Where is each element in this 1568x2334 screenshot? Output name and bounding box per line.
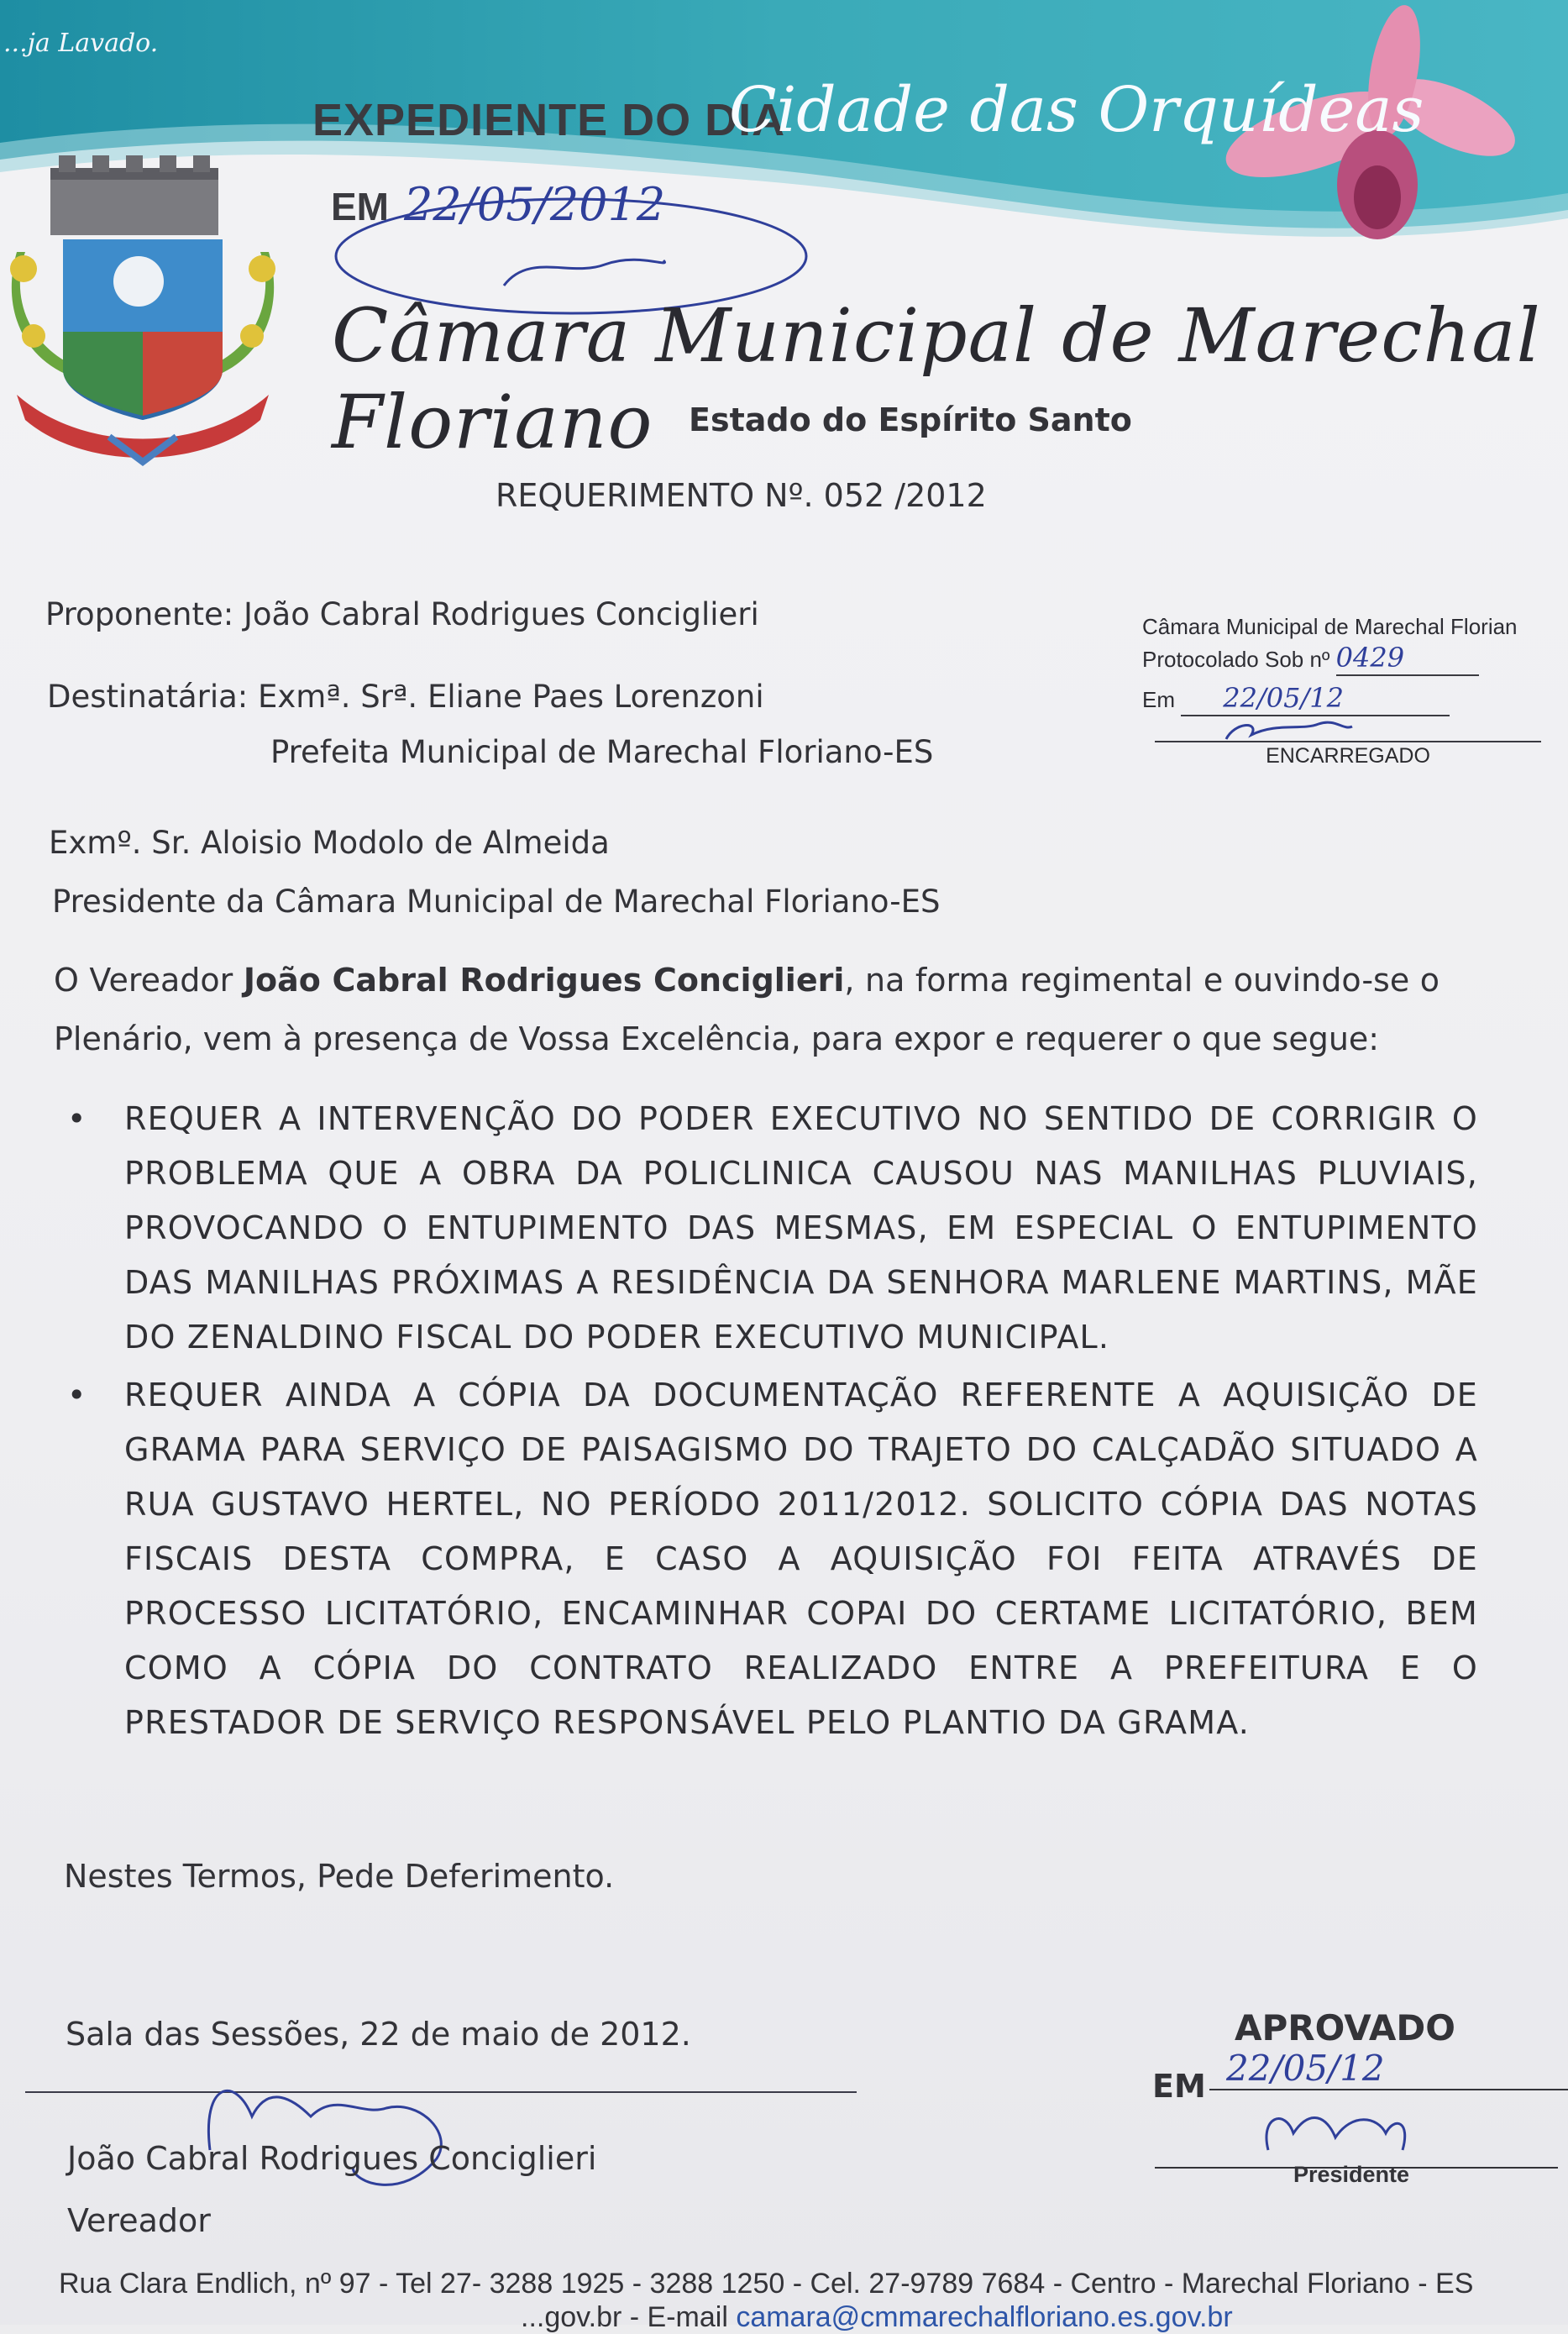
signer-role: Vereador [67, 2202, 211, 2239]
footer-address: Rua Clara Endlich, nº 97 - Tel 27- 3288 1925 - 3288 1250 - Cel. 27-9789 7684 - Centro - Marechal Floriano - ES [59, 2268, 1474, 2300]
request-item-text: REQUER A INTERVENÇÃO DO PODER EXECUTIVO NO SENTIDO DE CORRIGIR O PROBLEMA QUE A OBRA DA POLICLINICA CAUSOU NAS MANILHAS PLUVIAIS, PROVOCANDO O ENTUPIMENTO DAS MESMAS, EM ESPECIAL O ENTUPIMENTO DAS MANILHAS PRÓXIMAS A RESIDÊNCIA DA SENHORA MARLENE MARTINS, MÃE DO ZENALDINO FISCAL DO PODER EXECUTIVO MUNICIPAL. [124, 1100, 1478, 1356]
footer-email-link[interactable]: camara@cmmarechalfloriano.es.gov.br [736, 2301, 1233, 2333]
protocol-em-label: Em [1142, 686, 1175, 712]
addressee-role: Presidente da Câmara Municipal de Marechal Floriano-ES [52, 884, 941, 920]
expediente-label: EXPEDIENTE DO DIA [312, 95, 786, 145]
request-item-text: REQUER AINDA A CÓPIA DA DOCUMENTAÇÃO REFERENTE A AQUISIÇÃO DE GRAMA PARA SERVIÇO DE PAISAGISMO DO TRAJETO DO CALÇADÃO SITUADO A RUA GUSTAVO HERTEL, NO PERÍODO 2011/2012. SOLICITO CÓPIA DAS NOTAS FISCAIS DESTA COMPRA, E CASO A AQUISIÇÃO FOI FEITA ATRAVÉS DE PROCESSO LICITATÓRIO, ENCAMINHAR COPAI DO CERTAME LICITATÓRIO, BEM COMO A CÓPIA DO CONTRATO REALIZADO ENTRE A PREFEITURA E O PRESTADOR DE SERVIÇO RESPONSÁVEL PELO PLANTIO DA GRAMA. [124, 1377, 1478, 1741]
encarregado-label: ENCARREGADO [1155, 741, 1541, 768]
intro-suffix: , na forma regimental e ouvindo-se o Plenário, vem à presença de Vossa Excelência, para expor e requerer o que segue: [54, 962, 1440, 1057]
header-motto: ...ja Lavado. [3, 29, 159, 58]
protocol-number: 0429 [1336, 641, 1479, 676]
closing-text: Nestes Termos, Pede Deferimento. [64, 1858, 615, 1895]
bullet-icon: • [67, 1100, 87, 1137]
footer-email-label: - E-mail [621, 2301, 737, 2333]
intro-name: João Cabral Rodrigues Conciglieri [243, 962, 845, 999]
president-label: Presidente [1293, 2162, 1410, 2187]
protocol-date: 22/05/12 [1181, 681, 1450, 716]
proponente: Proponente: João Cabral Rodrigues Conciglieri [45, 596, 759, 632]
destinataria: Destinatária: Exmª. Srª. Eliane Paes Lorenzoni [47, 679, 764, 715]
signer-name: João Cabral Rodrigues Conciglieri [67, 2140, 597, 2177]
footer-site: ...gov.br [521, 2301, 622, 2333]
approval-date: 22/05/12 [1209, 2048, 1568, 2090]
protocol-label: Protocolado Sob nº [1142, 646, 1330, 672]
protocol-line1: Câmara Municipal de Marechal Florian [1142, 614, 1518, 639]
approval-status: APROVADO [1235, 2007, 1455, 2048]
city-slogan: Cidade das Orquídeas [729, 74, 1424, 146]
bullet-icon: • [67, 1377, 87, 1414]
document-title: REQUERIMENTO Nº. 052 /2012 [496, 477, 987, 514]
state-name: Estado do Espírito Santo [689, 401, 1132, 438]
footer-contact [521, 2301, 1233, 2334]
place-date: Sala das Sessões, 22 de maio de 2012. [66, 2016, 691, 2053]
institution-name: Câmara Municipal de Marechal Floriano [332, 292, 1541, 465]
em-date-handwritten: 22/05/2012 [404, 178, 666, 231]
intro-prefix: O Vereador [54, 962, 244, 999]
em-label: EM [331, 185, 389, 228]
destinataria-role: Prefeita Municipal de Marechal Floriano-ES [270, 734, 934, 770]
addressee-name: Exmº. Sr. Aloisio Modolo de Almeida [49, 825, 610, 861]
approval-em-label: EM [1152, 2068, 1206, 2105]
